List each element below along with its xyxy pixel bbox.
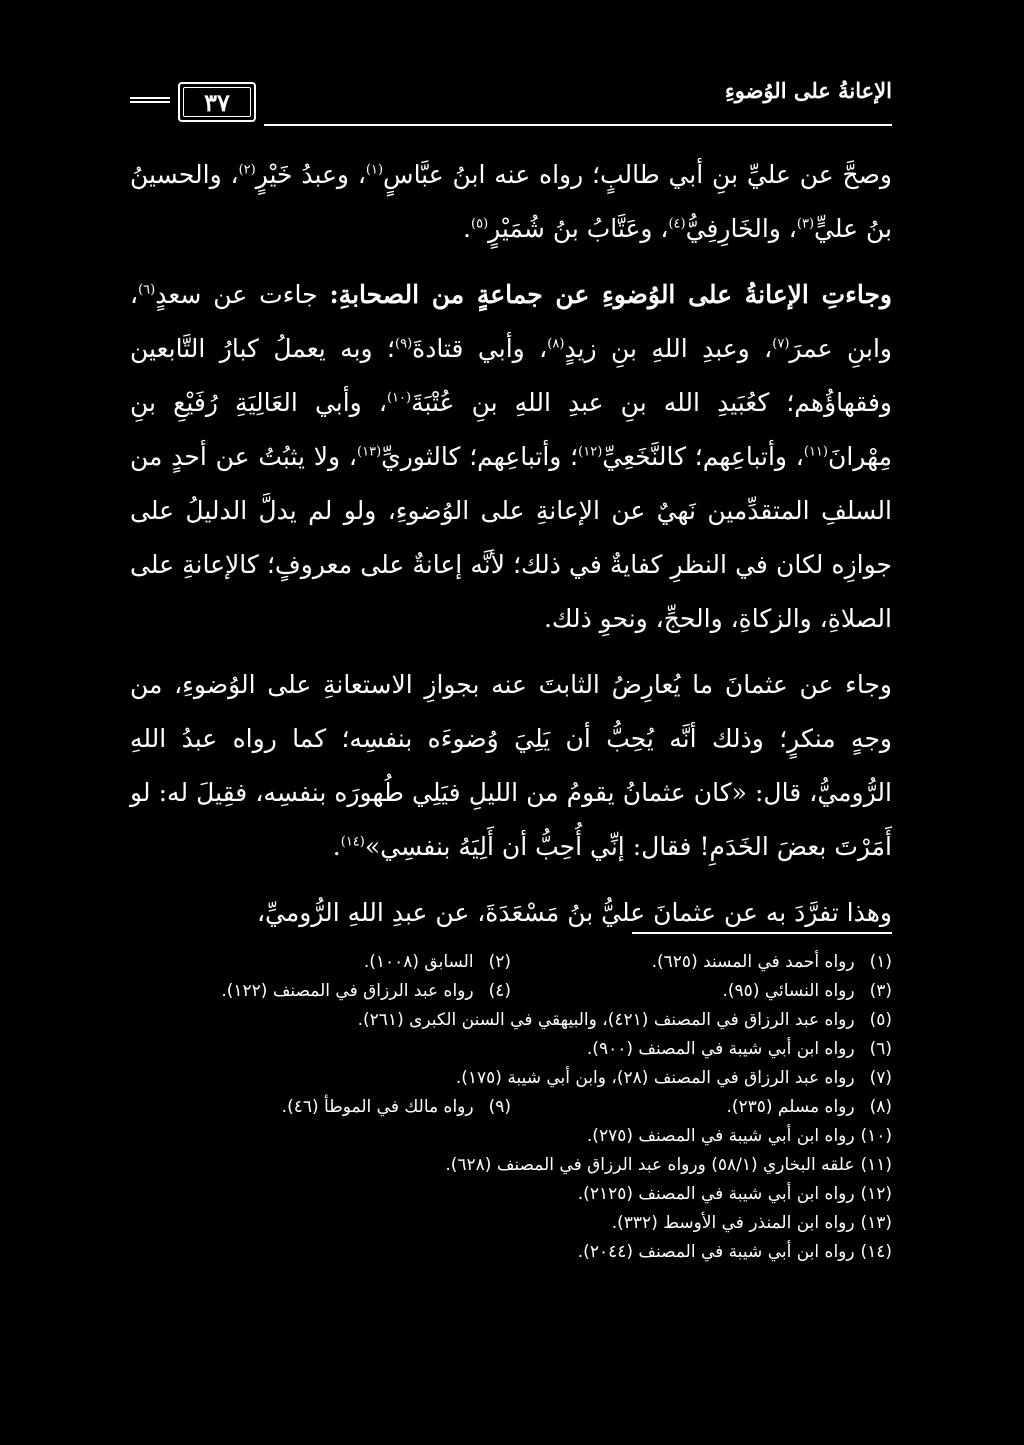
- footnote-number: (١٠): [860, 1126, 892, 1146]
- footnote-row: [130, 1151, 892, 1180]
- section-lead: وجاءتِ الإعانةُ على الوُضوءِ عن جماعةٍ من الصحابةِ:: [329, 280, 893, 309]
- footnote-text: رواه ابن أبي شيبة في المصنف (٢١٢٥).: [577, 1184, 855, 1204]
- footnote-text: رواه أحمد في المسند (٦٢٥).: [651, 952, 855, 972]
- footnote-8: [511, 1093, 892, 1122]
- footnote-row: [130, 1180, 892, 1209]
- footnote-number: (١٣): [860, 1213, 892, 1233]
- footnote-row: [130, 948, 892, 977]
- footnote-9: [130, 1093, 511, 1122]
- footnote-ref-6: (٦): [138, 282, 156, 298]
- footnote-1: [511, 948, 892, 977]
- footnote-ref-11: (١١): [803, 444, 828, 460]
- text-run: ، ولا يثبُتُ عن أحدٍ من السلفِ المتقدِّمين نَهيٌ عن الإعانةِ على الوُضوءِ، ولو لم يدلَّ الدليلُ على جوازِه لكان في النظرِ كفايةٌ في ذلك؛ لأنَّه إعانةٌ على معروفٍ؛ كالإعانةِ على الصلاةِ، والزكاةِ، والحجِّ، ونحوِ ذلك.: [130, 442, 892, 633]
- text-run: وجاء عن عثمانَ ما يُعارِضُ الثابتَ عنه بجوازِ الاستعانةِ على الوُضوءِ، من وجهٍ منكرٍ؛ وذلك أنَّه يُحِبُّ أن يَلِيَ وُضوءَه بنفسِه؛ كما رواه عبدُ اللهِ الرُّوميُّ، قال: «كان عثمانُ يقومُ من الليلِ فيَلِي طُهورَه بنفسِه، فقِيلَ له: لو أَمَرْتَ بعضَ الخَدَمِ! فقال: إنِّي أُحِبُّ أن أَلِيَهُ بنفسِي»: [130, 670, 892, 861]
- text-run: ؛ وبه يعملُ كبارُ التَّابعين وفقهاؤُهم؛ كعُبَيدِ الله بنِ عبدِ اللهِ بنِ عُتْبَةَ: [130, 334, 892, 417]
- footnote-10: [130, 1122, 892, 1151]
- footnote-number: (١٤): [860, 1242, 892, 1262]
- footnote-ref-9: (٩): [395, 336, 413, 352]
- footnote-text: رواه عبد الرزاق في المصنف (٢٨)، وابن أبي شيبة (١٧٥).: [455, 1068, 855, 1088]
- page-number-text: ٣٧: [204, 87, 230, 117]
- footnote-number: (١): [869, 952, 892, 972]
- footnote-text: رواه ابن أبي شيبة في المصنف (٢٠٤٤).: [577, 1242, 855, 1262]
- text-run: وصحَّ عن عليِّ بنِ أبي طالبٍ؛ رواه عنه ابنُ عبَّاسٍ: [383, 160, 892, 189]
- text-run: ، وأبي قتادةَ: [412, 334, 548, 363]
- footnote-text: رواه عبد الرزاق في المصنف (٤٢١)، والبيهقي في السنن الكبرى (٢٦١).: [357, 1010, 855, 1030]
- page-header: [130, 78, 892, 130]
- footnote-row: [130, 1238, 892, 1267]
- footnote-text: رواه النسائي (٩٥).: [722, 981, 855, 1001]
- footnote-text: رواه مالك في الموطأ (٤٦).: [281, 1097, 474, 1117]
- footnote-5: [130, 1006, 892, 1035]
- header-rule: [264, 124, 892, 126]
- footnote-ref-1: (١): [365, 162, 384, 178]
- footnote-number: (١٢): [860, 1184, 892, 1204]
- footnote-number: (٤): [488, 981, 511, 1001]
- footnote-row: [130, 1035, 892, 1064]
- text-run: ، والحسينُ بنُ عليٍّ: [130, 160, 892, 243]
- text-run: .: [463, 214, 471, 243]
- footnote-number: (٥): [869, 1010, 892, 1030]
- footnote-number: (٣): [869, 981, 892, 1001]
- footnote-ref-10: (١٠): [386, 390, 412, 406]
- footnote-ref-5: (٥): [471, 216, 489, 232]
- footnote-ref-14: (١٤): [340, 834, 365, 850]
- text-run: ، وعَتَّابُ بنُ شُمَيْرٍ: [488, 214, 669, 243]
- footnote-separator: [632, 932, 892, 934]
- footnote-ref-12: (١٢): [578, 444, 603, 460]
- footnote-text: رواه ابن المنذر في الأوسط (٣٣٢).: [611, 1213, 855, 1233]
- header-double-rule: [130, 97, 170, 103]
- footnote-number: (٧): [869, 1068, 892, 1088]
- footnote-text: رواه ابن أبي شيبة في المصنف (٩٠٠).: [586, 1039, 855, 1059]
- paragraph-3: [130, 658, 892, 874]
- footnote-row: [130, 977, 892, 1006]
- text-run: ، وعبدُ خَيْرٍ: [255, 160, 366, 189]
- footnote-number: (٩): [488, 1097, 511, 1117]
- footnote-row: [130, 1006, 892, 1035]
- footnote-6: [130, 1035, 892, 1064]
- text-run: ، وعبدِ اللهِ بنِ زيدٍ: [564, 334, 773, 363]
- footnote-number: (١١): [860, 1155, 892, 1175]
- paragraph-2: [130, 268, 892, 646]
- paragraph-1: [130, 148, 892, 256]
- footnote-row: [130, 1209, 892, 1238]
- text-run: ، وابنِ عمرَ: [130, 280, 892, 363]
- footnote-text: رواه مسلم (٢٣٥).: [726, 1097, 855, 1117]
- footnote-row: [130, 1064, 892, 1093]
- footnote-text: رواه عبد الرزاق في المصنف (١٢٢).: [221, 981, 474, 1001]
- footnote-ref-4: (٤): [668, 216, 686, 232]
- footnote-3: [511, 977, 892, 1006]
- footnote-ref-3: (٣): [796, 216, 815, 232]
- text-run: ؛ وأتباعِهم؛ كالثوريِّ: [381, 442, 579, 471]
- footnote-12: [130, 1180, 892, 1209]
- footnote-13: [130, 1209, 892, 1238]
- text-run: جاءت عن سعدٍ: [155, 280, 330, 309]
- footnote-row: [130, 1122, 892, 1151]
- text-run: .: [332, 832, 341, 861]
- page-number: [178, 82, 256, 122]
- text-run: ، وأتباعِهم؛ كالنَّخَعِيِّ: [602, 442, 804, 471]
- footnote-text: رواه ابن أبي شيبة في المصنف (٢٧٥).: [586, 1126, 855, 1146]
- running-title: الإعانةُ على الوُضوءِ: [724, 78, 892, 103]
- footnote-11: [130, 1151, 892, 1180]
- footnote-number: (٨): [869, 1097, 892, 1117]
- footnote-text: السابق (١٠٠٨).: [363, 952, 474, 972]
- main-text: [130, 148, 892, 950]
- footnote-number: (٢): [488, 952, 511, 972]
- footnote-ref-8: (٨): [547, 336, 565, 352]
- footnote-ref-2: (٢): [238, 162, 256, 178]
- text-run: وهذا تفرَّدَ به عن عثمانَ عليُّ بنُ مَسْعَدَةَ، عن عبدِ اللهِ الرُّوميِّ،: [256, 898, 892, 927]
- text-run: ، وأبي العَالِيَةِ رُفَيْعِ بنِ مِهْرانَ: [130, 388, 893, 471]
- footnote-ref-13: (١٣): [357, 444, 382, 460]
- footnote-ref-7: (٧): [772, 336, 790, 352]
- footnotes: [130, 948, 892, 1267]
- footnote-number: (٦): [869, 1039, 892, 1059]
- footnote-text: علقه البخاري (٥٨/١) ورواه عبد الرزاق في المصنف (٦٢٨).: [445, 1155, 855, 1175]
- footnote-4: [130, 977, 511, 1006]
- footnote-2: [130, 948, 511, 977]
- footnote-7: [130, 1064, 892, 1093]
- footnote-14: [130, 1238, 892, 1267]
- text-run: ، والخَارِفِيُّ: [685, 214, 797, 243]
- footnote-row: [130, 1093, 892, 1122]
